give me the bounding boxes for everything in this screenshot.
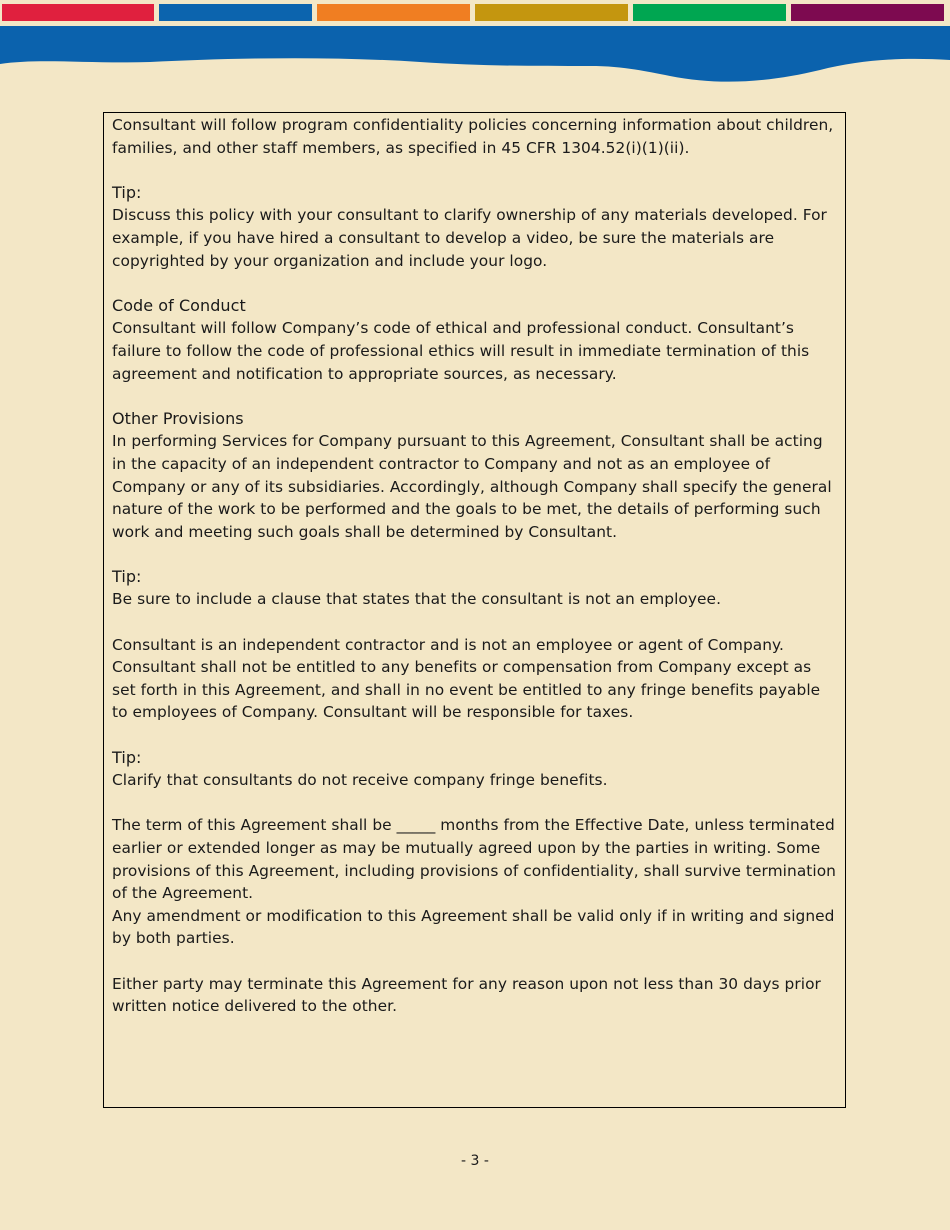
other-provisions-paragraph: In performing Services for Company pursuant to this Agreement, Consultant shall be acting in the capacity of an independent contractor to Company and not as an employee of Company or any of its subsidiaries. Accordingly, although Company shall specify the general nature of the work to be performed and the goals to be met, the details of performing such work and meeting such goals shall be determined by Consultant. (112, 432, 832, 541)
tip-text: Be sure to include a clause that states that the consultant is not an employee. (112, 590, 722, 609)
tip-text: Discuss this policy with your consultant to clarify ownership of any materials developed. For example, if you have hired a consultant to develop a video, be sure the materials are copyrighted by your organization and include your logo. (112, 206, 827, 270)
color-segment-purple (791, 4, 944, 21)
independent-contractor-paragraph: Consultant is an independent contractor and is not an employee or agent of Company. Consultant shall not be entitled to any benefits or compensation from Company except as set forth in this Agreement, and shall in no event be entitled to any fringe benefits payable to employees of Company. Consultant will be responsible for taxes. (112, 635, 821, 722)
header-color-strip (0, 4, 950, 21)
page-number: - 3 - (461, 1153, 489, 1169)
termination-paragraph: Either party may terminate this Agreement for any reason upon not less than 30 days prior written notice delivered to the other. (112, 974, 821, 1016)
color-segment-gold (475, 4, 628, 21)
other-provisions-heading: Other Provisions (112, 408, 244, 428)
code-of-conduct-paragraph: Consultant will follow Company’s code of ethical and professional conduct. Consultant’s failure to follow the code of professional ethics will result in immediate termination of this agreement and notification to appropriate sources, as necessary. (112, 319, 810, 383)
tip-text: Clarify that consultants do not receive company fringe benefits. (112, 771, 608, 790)
color-segment-blue (159, 4, 312, 21)
header-wave-band (0, 24, 950, 88)
code-of-conduct-heading: Code of Conduct (112, 295, 246, 315)
tip-label: Tip: (112, 747, 142, 767)
header-wave-shape (0, 26, 950, 82)
amendment-paragraph: Any amendment or modification to this Agreement shall be valid only if in writing and signed by both parties. (112, 906, 835, 948)
tip-label: Tip: (112, 182, 142, 202)
tip-label: Tip: (112, 566, 142, 586)
document-content-box (103, 112, 846, 1108)
color-segment-green (633, 4, 786, 21)
color-segment-red (2, 4, 154, 21)
term-paragraph: The term of this Agreement shall be _____ months from the Effective Date, unless terminated earlier or extended longer as may be mutually agreed upon by the parties in writing. Some provisions of this Agreement, including provisions of confidentiality, shall survive termination of the Agreement. (112, 816, 836, 903)
color-segment-orange (317, 4, 470, 21)
confidentiality-paragraph: Consultant will follow program confidentiality policies concerning information about children, families, and other staff members, as specified in 45 CFR 1304.52(i)(1)(ii). (112, 116, 834, 157)
